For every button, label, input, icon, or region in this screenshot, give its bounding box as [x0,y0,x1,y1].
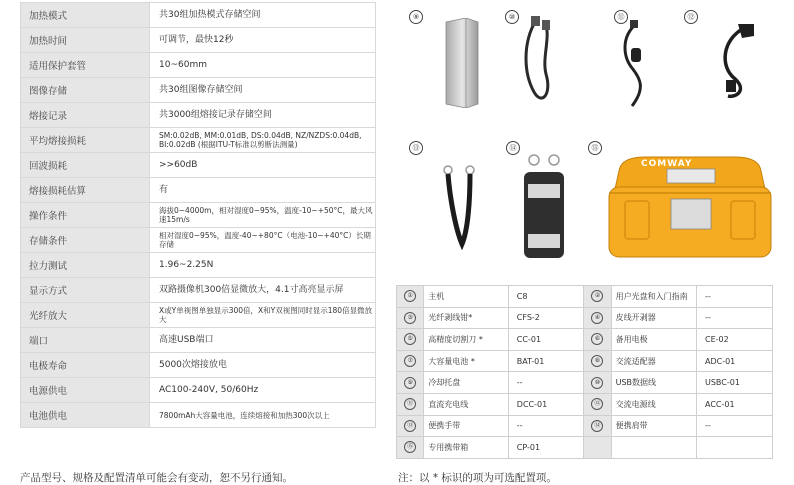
accessory-row [397,437,773,459]
spec-row [21,353,376,378]
spec-label: 图像存储 [21,78,150,103]
accessory-code [696,437,772,459]
spec-value: 5000次熔接放电 [150,353,376,378]
spec-value: SM:0.02dB, MM:0.01dB, DS:0.04dB, NZ/NZDS:0.04dB, BI:0.02dB (根据ITU-T标准以剪断法测量) [150,128,376,153]
spec-value: 10~60mm [150,53,376,78]
spec-label: 熔接损耗估算 [21,178,150,203]
spec-row [21,303,376,328]
accessory-number-cell [584,307,611,329]
accessory-number: ② [591,290,603,302]
spec-row [21,228,376,253]
accessory-code: ADC-01 [696,350,772,372]
item-number-9: ⑨ [409,10,423,24]
accessory-code: CFS-2 [508,307,584,329]
spec-label: 平均熔接损耗 [21,128,150,153]
spec-value: 有 [150,178,376,203]
spec-value: 高速USB端口 [150,328,376,353]
spec-row [21,203,376,228]
spec-label: 加热时间 [21,28,150,53]
spec-value: 共30组加热模式存储空间 [150,3,376,28]
accessory-row [397,393,773,415]
spec-row [21,253,376,278]
accessory-name: 交流适配器 [611,350,696,372]
accessory-number: ⑦ [404,355,416,367]
accessory-code: CE-02 [696,329,772,351]
accessory-name: 专用携带箱 [424,437,509,459]
spec-row [21,128,376,153]
spec-label: 回波损耗 [21,153,150,178]
ac-power-cable-image [714,20,766,100]
spec-row [21,328,376,353]
spec-value: >>60dB [150,153,376,178]
accessory-name: 便携手带 [424,415,509,437]
shoulder-strap-image [520,152,570,262]
accessory-number: ③ [404,312,416,324]
spec-label: 光纤放大 [21,303,150,328]
accessory-code: -- [508,372,584,394]
accessory-number-cell [584,350,611,372]
accessory-name: 直流充电线 [424,393,509,415]
spec-row [21,178,376,203]
accessory-row [397,372,773,394]
spec-value: 可调节，最快12秒 [150,28,376,53]
spec-row [21,403,376,428]
accessory-name: 备用电极 [611,329,696,351]
accessory-number-cell [397,437,424,459]
dc-charge-cable-image [618,18,652,114]
right-footnote: 注：以 * 标识的项为可选配置项。 [398,472,557,484]
spec-row [21,28,376,53]
accessory-number-cell [397,307,424,329]
accessory-name: 便携肩带 [611,415,696,437]
accessory-number-cell [397,286,424,308]
accessory-name: 用户光盘和入门指南 [611,286,696,308]
spec-label: 电源供电 [21,378,150,403]
spec-value: X或Y单视图单独显示300倍，X和Y双视图同时显示180倍显微放大 [150,303,376,328]
carrying-case-image [605,153,775,263]
accessory-code: -- [508,415,584,437]
accessory-number: ⑫ [591,398,603,410]
accessory-code: BAT-01 [508,350,584,372]
item-number-12: ⑫ [684,10,698,24]
spec-row [21,103,376,128]
accessory-row [397,307,773,329]
accessory-code: ACC-01 [696,393,772,415]
spec-table [20,2,376,428]
case-brand-label: COMWAY [641,159,693,169]
accessory-number: ⑩ [591,377,603,389]
spec-value: 1.96~2.25N [150,253,376,278]
spec-row [21,153,376,178]
spec-label: 存储条件 [21,228,150,253]
spec-row [21,278,376,303]
accessory-number: ⑧ [591,355,603,367]
accessory-number: ① [404,290,416,302]
spec-label: 端口 [21,328,150,353]
accessory-number-cell [584,329,611,351]
accessory-row [397,350,773,372]
spec-row [21,78,376,103]
cooling-tray-image [440,18,484,108]
spec-label: 显示方式 [21,278,150,303]
spec-value: 共30组图像存储空间 [150,78,376,103]
accessory-number: ⑪ [404,398,416,410]
accessory-row [397,286,773,308]
accessory-number: ④ [591,312,603,324]
accessory-name: 皮线开剥器 [611,307,696,329]
left-footnote: 产品型号、规格及配置清单可能会有变动，恕不另行通知。 [20,472,293,484]
accessory-table [396,285,773,459]
accessory-row [397,415,773,437]
accessory-number-cell [584,393,611,415]
accessory-name: 光纤剥线钳* [424,307,509,329]
spec-label: 操作条件 [21,203,150,228]
accessory-name: 高精度切割刀 * [424,329,509,351]
accessory-code: USBC-01 [696,372,772,394]
spec-value: 双路摄像机300倍显微放大，4.1寸高亮显示屏 [150,278,376,303]
accessory-name: 冷却托盘 [424,372,509,394]
accessory-number-cell [584,286,611,308]
accessory-code: -- [696,307,772,329]
accessory-number: ⑤ [404,333,416,345]
item-number-14: ⑭ [506,141,520,155]
spec-row [21,53,376,78]
accessory-number-cell [397,415,424,437]
accessory-code: -- [696,286,772,308]
accessory-number-cell [584,372,611,394]
accessory-code: DCC-01 [508,393,584,415]
spec-row [21,3,376,28]
accessory-number-cell [397,329,424,351]
usb-cable-image [516,14,566,110]
accessory-name: USB数据线 [611,372,696,394]
spec-value: 共3000组熔接记录存储空间 [150,103,376,128]
accessory-name: 交流电源线 [611,393,696,415]
accessory-number: ⑬ [404,420,416,432]
accessory-code: C8 [508,286,584,308]
spec-value: AC100-240V, 50/60Hz [150,378,376,403]
accessory-number-cell [397,350,424,372]
accessory-number: ⑭ [591,420,603,432]
spec-value: 7800mAh大容量电池，连续熔接和加热300次以上 [150,403,376,428]
spec-label: 拉力测试 [21,253,150,278]
accessory-code: CP-01 [508,437,584,459]
spec-label: 电极寿命 [21,353,150,378]
accessory-number: ⑥ [591,333,603,345]
item-number-11: ⑪ [614,10,628,24]
spec-value: 相对湿度0~95%，温度-40~+80°C（电池-10~+40°C）长期存储 [150,228,376,253]
accessory-row [397,329,773,351]
accessory-number-cell [397,393,424,415]
accessory-number: ⑨ [404,377,416,389]
item-number-15: ⑮ [588,141,602,155]
accessory-number: ⑮ [404,441,416,453]
accessory-name: 主机 [424,286,509,308]
accessory-number-cell [584,437,611,459]
spec-label: 加热模式 [21,3,150,28]
hand-strap-image [438,160,482,250]
spec-label: 适用保护套管 [21,53,150,78]
item-number-10: ⑩ [505,10,519,24]
spec-label: 电池供电 [21,403,150,428]
spec-label: 熔接记录 [21,103,150,128]
accessory-number-cell [397,372,424,394]
spec-row [21,378,376,403]
accessory-code: CC-01 [508,329,584,351]
item-number-13: ⑬ [409,141,423,155]
accessory-name: 大容量电池 * [424,350,509,372]
spec-value: 海拔0~4000m，相对湿度0~95%，温度-10~+50°C，最大风速15m/s [150,203,376,228]
accessory-code: -- [696,415,772,437]
accessory-name [611,437,696,459]
accessory-number-cell [584,415,611,437]
